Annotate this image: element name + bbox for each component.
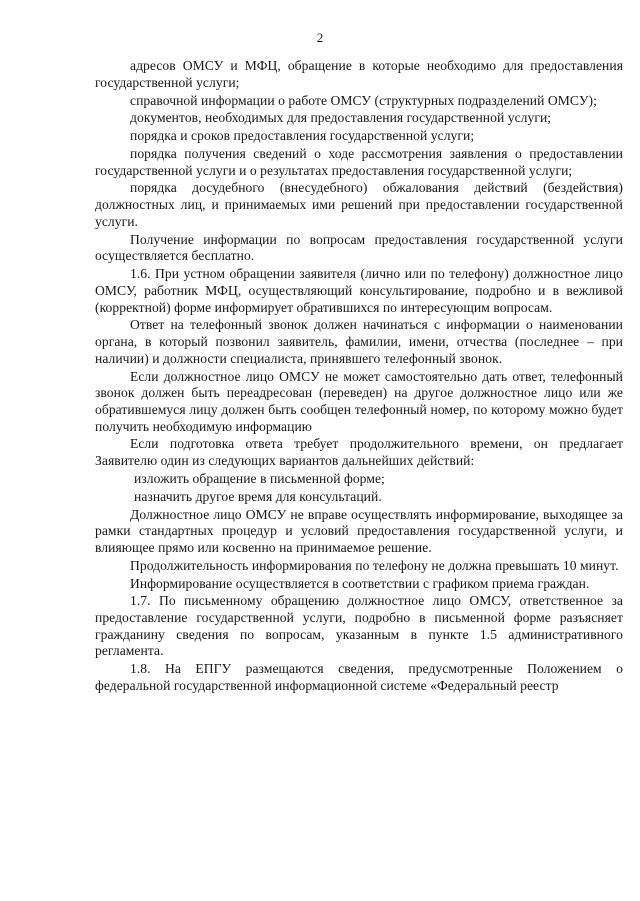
paragraph-section-1-6: 1.6. При устном обращении заявителя (лично или по телефону) должностное лицо ОМСУ, работник МФЦ, осуществляющий консультирование, подробно и в вежливой (корректной) форме информирует обратившихся по интересующим вопросам.: [95, 266, 623, 315]
list-item-other-time: назначить другое время для консультаций.: [134, 488, 382, 504]
paragraph-order-and-terms: порядка и сроков предоставления государственной услуги;: [130, 128, 475, 144]
paragraph-long-preparation: Если подготовка ответа требует продолжительного времени, он предлагает Заявителю один из следующих вариантов дальнейших действий:: [95, 436, 623, 469]
paragraph-call-redirect: Если должностное лицо ОМСУ не может самостоятельно дать ответ, телефонный звонок должен быть переадресован (переведен) на другое должностное лицо или же обратившемуся лицу должен быть сообщен телефонный номер, по которому можно будет получить необходимую информацию: [95, 368, 623, 434]
paragraph-section-1-7: 1.7. По письменному обращению должностное лицо ОМСУ, ответственное за предоставление государственной услуги, подробно в письменной форме разъясняет гражданину сведения по вопросам, указанным в пункте 1.5 административного регламента.: [95, 593, 623, 659]
paragraph-appeal-procedure: порядка досудебного (внесудебного) обжалования действий (бездействия) должностных лиц, и принимаемых ими решений при предоставлении государственной услуги.: [95, 180, 623, 229]
paragraph-reception-schedule: Информирование осуществляется в соответствии с графиком приема граждан.: [130, 575, 590, 591]
paragraph-reference-info: справочной информации о работе ОМСУ (структурных подразделений ОМСУ);: [130, 92, 597, 108]
paragraph-progress-info: порядка получения сведений о ходе рассмотрения заявления о предоставлении государственной услуги и о результатах предоставления государственной услуги;: [95, 145, 623, 178]
list-item-written-form: изложить обращение в письменной форме;: [134, 470, 385, 486]
paragraph-section-1-8: 1.8. На ЕПГУ размещаются сведения, предусмотренные Положением о федеральной государственной информационной системе «Федеральный реестр: [95, 661, 623, 693]
paragraph-phone-answer: Ответ на телефонный звонок должен начинаться с информации о наименовании органа, в который позвонил заявитель, фамилии, имени, отчества (последнее – при наличии) и должности специалиста, принявшего телефонный звонок.: [95, 317, 623, 366]
paragraph-required-documents: документов, необходимых для предоставления государственной услуги;: [130, 110, 552, 126]
document-body: [95, 58, 623, 695]
paragraph-informing-limits: Должностное лицо ОМСУ не вправе осуществлять информирование, выходящее за рамки стандартных процедур и условий предоставления государственной услуги, и влияющее прямо или косвенно на принимаемое решение.: [95, 506, 623, 555]
paragraph-free-information: Получение информации по вопросам предоставления государственной услуги осуществляется бесплатно.: [95, 231, 623, 264]
page-number: 2: [316, 30, 324, 45]
paragraph-phone-duration: Продолжительность информирования по телефону не должна превышать 10 минут.: [130, 557, 619, 573]
paragraph-omsu-mfc-addresses: адресов ОМСУ и МФЦ, обращение в которые необходимо для предоставления государственной услуги;: [95, 58, 623, 90]
